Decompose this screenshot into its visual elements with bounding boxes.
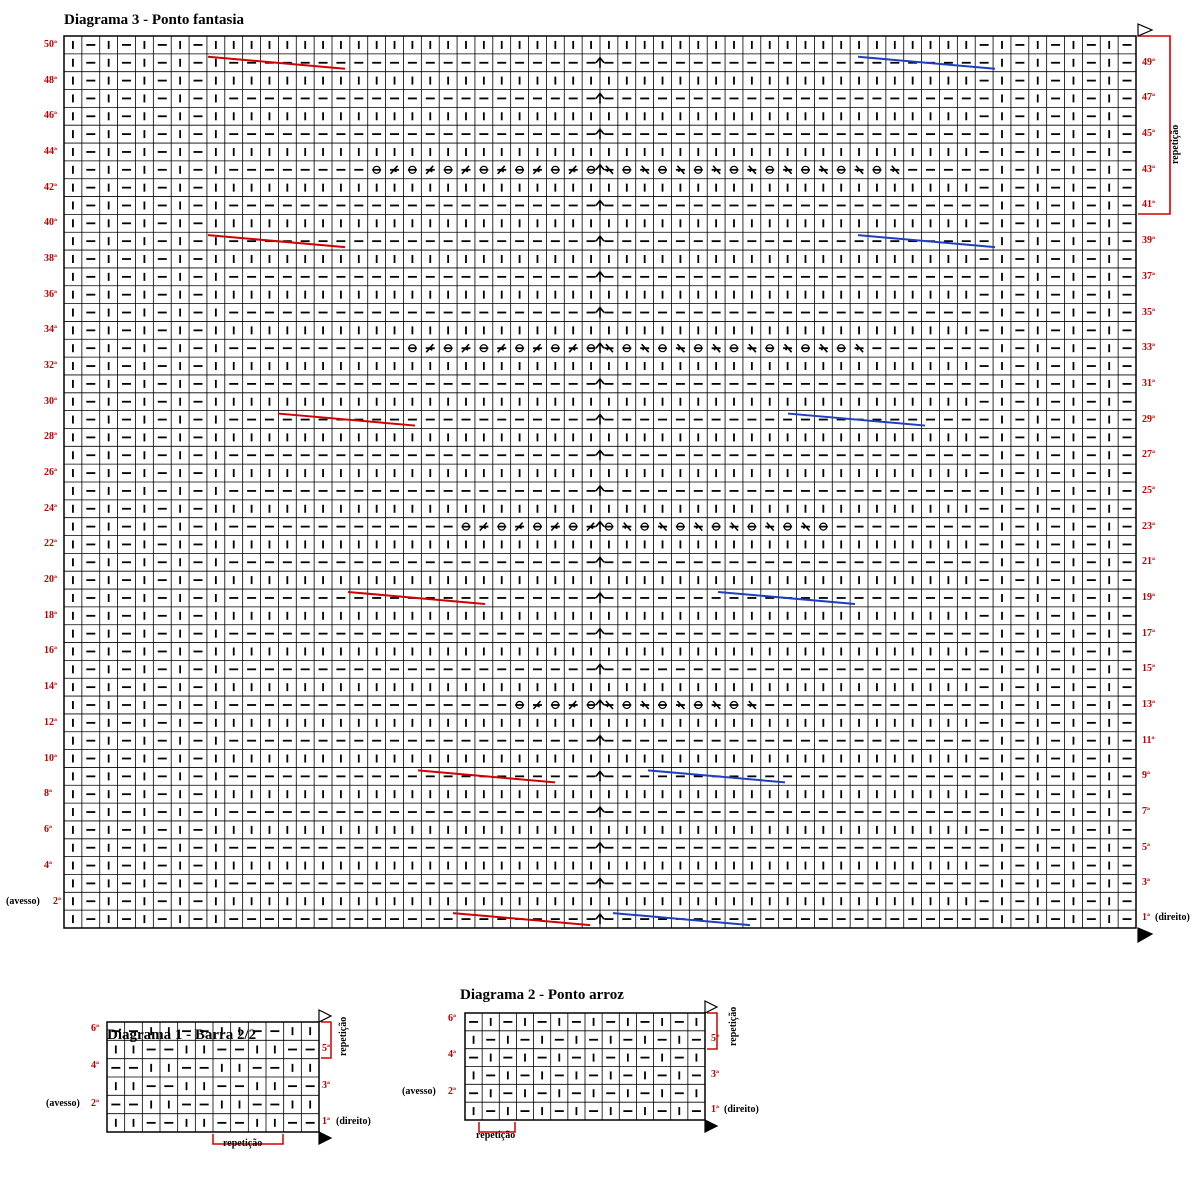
diagram3-right-row-label: 39ª (1142, 235, 1155, 247)
central-double-decrease-mark (596, 93, 604, 103)
diagram3-right-row-label: 5ª (1142, 841, 1150, 853)
diagram2-row-6-label: 6ª (448, 1013, 456, 1024)
diagram2-repeticao-bottom-label: repetição (476, 1130, 516, 1141)
start-arrow-top-icon (1138, 24, 1152, 36)
diagram3-left-row-label: 14ª (44, 681, 57, 693)
diagram3-title: Diagrama 3 - Ponto fantasia (64, 12, 244, 28)
blue-cable-line (718, 592, 855, 604)
central-double-decrease-mark (596, 593, 604, 603)
diagram3-left-row-label: 24ª (44, 502, 57, 514)
central-double-decrease-mark (596, 308, 604, 318)
diagram3-left-row-label: 36ª (44, 288, 57, 300)
diagram3-left-row-label: 34ª (44, 324, 57, 336)
diagram3-right-row-label: 41ª (1142, 199, 1155, 211)
diagram3-right-row-label: 17ª (1142, 627, 1155, 639)
diagram3-right-row-label: 31ª (1142, 377, 1155, 389)
diagram3-right-row-label: 27ª (1142, 449, 1155, 461)
central-double-decrease-mark (596, 165, 604, 175)
diagram2-start-arrow-bottom-icon (705, 1120, 717, 1132)
blue-cable-line (613, 913, 750, 925)
diagram3-left-row-label: 10ª (44, 752, 57, 764)
diagram3-right-row-label: 3ª (1142, 877, 1150, 889)
diagram2-repeticao-side-label: repetição (728, 1006, 739, 1046)
diagram3-right-row-label: 37ª (1142, 270, 1155, 282)
diagram3-right-row-label: 45ª (1142, 128, 1155, 140)
central-double-decrease-mark (596, 914, 604, 924)
diagram3-right-row-label: 15ª (1142, 663, 1155, 675)
diagram1-repeticao-side-label: repetição (338, 1016, 349, 1056)
diagram1-row-6-label: 6ª (91, 1023, 99, 1034)
diagram2-row-4-label: 4ª (448, 1049, 456, 1060)
diagram1-row-2-label: 2ª (91, 1098, 99, 1109)
diagram3-left-row-label: 44ª (44, 145, 57, 157)
diagram3-left-row-label: 6ª (44, 823, 52, 835)
diagram2-row-3-label: 3ª (711, 1069, 719, 1080)
diagram1-row-5-label: 5ª (322, 1043, 330, 1054)
diagram1-row-1-label: 1ª (322, 1116, 330, 1127)
diagram2-start-arrow-top-icon (705, 1001, 717, 1013)
central-double-decrease-mark (596, 415, 604, 425)
diagram3-right-row-label: 11ª (1142, 734, 1155, 746)
diagram3-left-row-label: 50ª (44, 38, 57, 50)
central-double-decrease-mark (596, 736, 604, 746)
diagram1-avesso-label: (avesso) (46, 1098, 80, 1109)
start-arrow-bottom-icon (1138, 928, 1152, 942)
central-double-decrease-mark (596, 878, 604, 888)
diagram3-right-row-label: 43ª (1142, 163, 1155, 175)
diagram3-right-row-label: 29ª (1142, 413, 1155, 425)
diagram3-right-row-label: 49ª (1142, 56, 1155, 68)
diagram3-direito-label: (direito) (1155, 912, 1190, 923)
diagram3-left-row-label: 48ª (44, 74, 57, 86)
diagram3-left-row-label: 16ª (44, 645, 57, 657)
diagram1-repeticao-bottom-label: repetição (223, 1138, 263, 1149)
diagram3-right-row-label: 47ª (1142, 92, 1155, 104)
central-double-decrease-mark (596, 379, 604, 389)
diagram3-left-row-label: 38ª (44, 253, 57, 264)
central-double-decrease-mark (596, 58, 604, 68)
diagram3-left-row-label: 8ª (44, 788, 52, 800)
diagram1-start-arrow-top-icon (319, 1010, 331, 1022)
diagram2-title: Diagrama 2 - Ponto arroz (460, 987, 624, 1003)
blue-cable-line (648, 770, 785, 782)
diagram2-avesso-label: (avesso) (402, 1086, 436, 1097)
diagram3-right-row-label: 35ª (1142, 306, 1155, 318)
diagram3-left-row-label: 22ª (44, 538, 57, 550)
diagram2-direito-label: (direito) (724, 1104, 759, 1115)
central-double-decrease-mark (596, 343, 604, 353)
diagram1-direito-label: (direito) (336, 1116, 371, 1127)
diagram3-right-row-label: 23ª (1142, 520, 1155, 532)
central-double-decrease-mark (596, 664, 604, 674)
central-double-decrease-mark (596, 200, 604, 210)
central-double-decrease-mark (596, 807, 604, 817)
central-double-decrease-mark (596, 486, 604, 496)
diagram1-row-3-label: 3ª (322, 1080, 330, 1091)
diagram3-left-row-label: 28ª (44, 431, 57, 443)
diagram1-start-arrow-bottom-icon (319, 1132, 331, 1144)
central-double-decrease-mark (596, 236, 604, 246)
diagram3-right-row-label: 13ª (1142, 699, 1155, 710)
diagram3-avesso-label: (avesso) (6, 896, 40, 907)
diagram3-right-row-label: 9ª (1142, 770, 1150, 782)
central-double-decrease-mark (596, 843, 604, 853)
central-double-decrease-mark (596, 629, 604, 639)
diagram1-row-4-label: 4ª (91, 1060, 99, 1071)
central-double-decrease-mark (596, 522, 604, 532)
diagram3-row-2-label: 2ª (53, 896, 61, 907)
diagram3-left-row-label: 40ª (44, 217, 57, 229)
diagram3-row-1-label: 1ª (1142, 912, 1150, 923)
diagram2-row-2-label: 2ª (448, 1086, 456, 1097)
diagram3-right-row-label: 19ª (1142, 591, 1155, 603)
central-double-decrease-mark (596, 557, 604, 567)
diagram3-left-row-label: 42ª (44, 181, 57, 193)
diagram2-row-5-label: 5ª (711, 1033, 719, 1044)
diagram3-repeticao-label: repetição (1170, 124, 1181, 164)
diagram3-right-row-label: 7ª (1142, 806, 1150, 818)
diagram3-left-row-label: 20ª (44, 574, 57, 586)
diagram3-right-row-label: 33ª (1142, 342, 1155, 354)
diagram3-left-row-label: 4ª (44, 859, 52, 871)
central-double-decrease-mark (596, 450, 604, 460)
diagram3-left-row-label: 12ª (44, 716, 57, 728)
diagram3-right-row-label: 25ª (1142, 484, 1155, 496)
central-double-decrease-mark (596, 771, 604, 781)
diagram3-left-row-label: 46ª (44, 110, 57, 122)
diagram2-row-1-label: 1ª (711, 1104, 719, 1115)
diagram3-left-row-label: 18ª (44, 609, 57, 621)
diagram3-right-row-label: 21ª (1142, 556, 1155, 568)
diagram3-left-row-label: 32ª (44, 360, 57, 372)
central-double-decrease-mark (596, 700, 604, 710)
diagram3-left-row-label: 30ª (44, 395, 57, 407)
diagram3-left-row-label: 26ª (44, 467, 57, 479)
central-double-decrease-mark (596, 272, 604, 282)
diagram1-title: Diagrama 1 - Barra 2/2 (107, 1027, 257, 1043)
central-double-decrease-mark (596, 129, 604, 139)
